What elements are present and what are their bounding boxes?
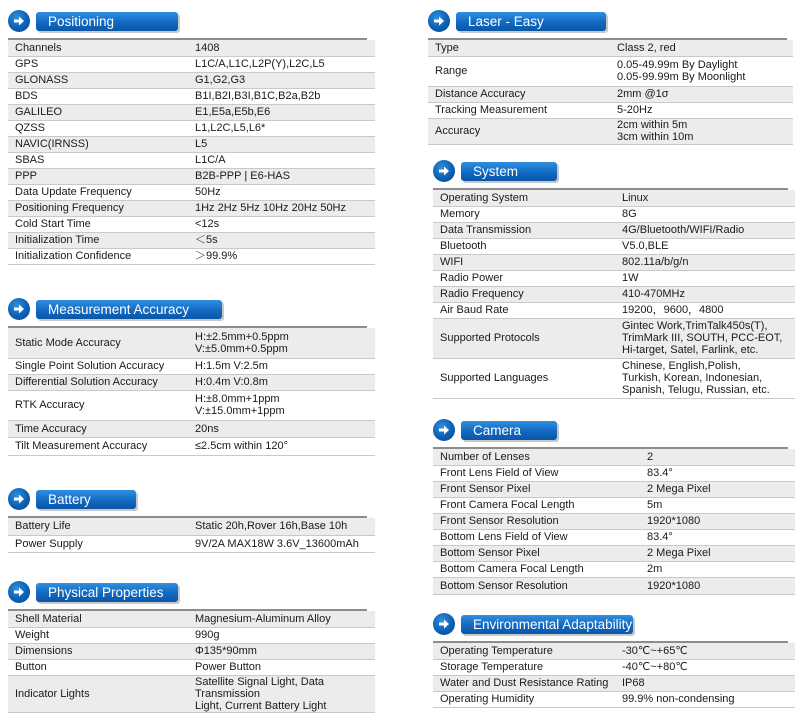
spec-row [8,152,375,168]
spec-value [195,420,375,437]
spec-row [433,561,795,577]
spec-value-line: 2cm within 5m [617,119,688,131]
spec-table [428,40,793,145]
spec-label: WIFI [433,254,622,270]
spec-row [8,659,375,675]
spec-value-line: Chinese, English,Polish, [622,360,741,372]
spec-value-line: ＜5s [195,234,218,246]
spec-table [8,518,375,553]
spec-row [433,286,795,302]
spec-row [433,497,795,513]
spec-row [428,102,793,118]
spec-label: Distance Accuracy [428,86,617,102]
spec-label: Single Point Solution Accuracy [8,358,195,374]
spec-label: Accuracy [428,118,617,144]
spec-row [433,254,795,270]
spec-label: Supported Protocols [433,318,622,358]
spec-value-line: H:±8.0mm+1ppm [195,393,280,405]
spec-value [195,232,375,248]
spec-value-line: 1408 [195,41,220,54]
spec-value [647,465,795,481]
spec-value-line: 2mm @1σ [617,88,669,100]
spec-value-line: 0.05-99.99m By Moonlight [617,71,746,83]
spec-label: Data Update Frequency [8,184,195,200]
spec-value-line: ≤2.5cm within 120° [195,440,288,452]
spec-value [617,56,793,86]
spec-row [433,449,795,465]
spec-label: Dimensions [8,643,195,659]
spec-label: Shell Material [8,611,195,627]
spec-label: Supported Languages [433,358,622,398]
spec-label: Bottom Camera Focal Length [433,561,647,577]
spec-label: Front Lens Field of View [433,465,647,481]
spec-value [622,270,795,286]
spec-table [433,190,795,399]
spec-value-line: L5 [195,138,208,150]
spec-row [433,691,795,707]
spec-row [8,120,375,136]
spec-value-line: B1I,B2I,B3I,B1C,B2a,B2b [195,90,321,102]
spec-value-line: 5m [647,499,663,511]
spec-value-line: 5-20Hz [617,104,653,116]
spec-row [433,222,795,238]
spec-label: Front Sensor Resolution [433,513,647,529]
spec-value-line: Turkish, Korean, Indonesian, [622,372,763,384]
spec-label: Positioning Frequency [8,200,195,216]
spec-value-line: -30℃~+65℃ [622,644,688,657]
spec-value [195,659,375,675]
spec-row [428,86,793,102]
spec-label: Tilt Measurement Accuracy [8,437,195,455]
spec-row [433,206,795,222]
spec-row [8,168,375,184]
spec-table [433,643,795,708]
spec-label: Number of Lenses [433,449,647,465]
spec-value [617,102,793,118]
spec-value [622,206,795,222]
spec-row [8,216,375,232]
spec-value-line: 1920*1080 [647,515,701,527]
spec-value [195,611,375,627]
spec-row [433,238,795,254]
spec-value-line: ＞99.9% [195,250,238,262]
spec-label: Indicator Lights [8,675,195,712]
section-title: System [461,162,557,181]
spec-label: GPS [8,56,195,72]
spec-row [433,545,795,561]
spec-value-line: V:±15.0mm+1ppm [195,405,285,417]
spec-row [433,190,795,206]
spec-label: Radio Power [433,270,622,286]
spec-value-line: 990g [195,629,220,641]
spec-value-line: Class 2, red [617,41,676,54]
spec-label: Time Accuracy [8,420,195,437]
section-title: Physical Properties [36,583,178,602]
spec-row [8,328,375,358]
spec-label: Radio Frequency [433,286,622,302]
spec-value-line: 2 Mega Pixel [647,483,711,495]
spec-row [8,136,375,152]
arrow-right-icon [433,419,455,441]
spec-value-line: 2 [647,450,654,463]
arrow-right-icon [8,10,30,32]
spec-value-line: Magnesium-Aluminum Alloy [195,612,331,625]
spec-row [433,577,795,594]
spec-row [8,40,375,56]
spec-label: Static Mode Accuracy [8,328,195,358]
spec-value-line: Φ135*90mm [195,645,257,657]
spec-row [428,56,793,86]
spec-value-line: 83.4° [647,467,673,479]
spec-value-line: Light, Current Battery Light [195,699,327,712]
spec-value-line: B2B-PPP | E6-HAS [195,170,290,182]
spec-value-line: H:±2.5mm+0.5ppm [195,330,289,343]
spec-label: QZSS [8,120,195,136]
spec-row [433,659,795,675]
spec-table [8,328,375,456]
spec-value [195,437,375,455]
spec-label: Air Baud Rate [433,302,622,318]
spec-label: Bottom Lens Field of View [433,529,647,545]
spec-value-line: Satellite Signal Light, Data Transmission [195,675,325,700]
spec-row [433,318,795,358]
spec-value-line: IP68 [622,677,645,689]
spec-label: Initialization Time [8,232,195,248]
spec-value-line: 802.11a/b/g/n [622,256,689,268]
spec-row [428,118,793,144]
section-title: Measurement Accuracy [36,300,222,319]
spec-value [195,120,375,136]
spec-label: Type [428,40,617,56]
spec-value [622,302,795,318]
spec-label: Bottom Sensor Pixel [433,545,647,561]
spec-value-line: 1Hz 2Hz 5Hz 10Hz 20Hz 50Hz [195,202,347,214]
spec-label: Operating Humidity [433,691,622,707]
spec-row [8,104,375,120]
spec-row [8,374,375,390]
spec-value [195,136,375,152]
spec-value-line: 9V/2A MAX18W 3.6V_13600mAh [195,537,359,550]
spec-row [8,56,375,72]
spec-label: Weight [8,627,195,643]
spec-value [195,216,375,232]
spec-value [617,118,793,144]
spec-row [8,232,375,248]
spec-row [433,302,795,318]
spec-value-line: 99.9% non-condensing [622,693,735,705]
section-title: Positioning [36,12,178,31]
spec-value [622,643,795,659]
spec-label: SBAS [8,152,195,168]
spec-value-line: V5.0,BLE [622,240,669,252]
arrow-right-icon [428,10,450,32]
spec-value-line: 3cm within 10m [617,131,694,143]
spec-value [647,513,795,529]
spec-value [647,529,795,545]
spec-value-line: H:1.5m V:2.5m [195,360,268,372]
spec-label: Cold Start Time [8,216,195,232]
spec-value [622,222,795,238]
spec-value [195,40,375,56]
spec-value [622,238,795,254]
spec-label: Bottom Sensor Resolution [433,577,647,594]
spec-row [8,627,375,643]
spec-value [195,675,375,712]
spec-value [622,318,795,358]
spec-row [433,358,795,398]
spec-value [622,675,795,691]
arrow-right-icon [8,581,30,603]
spec-value [195,56,375,72]
spec-value-line: 0.05-49.99m By Daylight [617,59,738,71]
spec-value-line: 1W [622,272,639,284]
spec-label: Tracking Measurement [428,102,617,118]
spec-label: Button [8,659,195,675]
spec-value-line: Static 20h,Rover 16h,Base 10h [195,520,348,533]
spec-value-line: L1C/A [195,154,226,166]
spec-value [195,184,375,200]
spec-value [195,518,375,535]
spec-row [8,437,375,455]
spec-label: Water and Dust Resistance Rating [433,675,622,691]
arrow-right-icon [8,298,30,320]
spec-row [8,200,375,216]
spec-label: Power Supply [8,535,195,552]
spec-label: BDS [8,88,195,104]
spec-value [622,691,795,707]
spec-value-line: L1,L2C,L5,L6* [195,122,266,134]
spec-value [647,561,795,577]
section-title: Environmental Adaptability [461,615,633,634]
spec-row [8,611,375,627]
spec-value-line: -40℃~+80℃ [622,661,688,673]
spec-value-line: Linux [622,191,649,204]
spec-label: Data Transmission [433,222,622,238]
spec-row [8,518,375,535]
spec-value-line: 20ns [195,422,219,435]
spec-value-line: Spanish, Telugu, Russian, etc. [622,384,770,396]
spec-table [8,611,375,713]
spec-value [647,497,795,513]
spec-value-line: 2 Mega Pixel [647,547,711,559]
spec-row [8,675,375,712]
section-title: Camera [461,421,557,440]
spec-row [428,40,793,56]
spec-value [195,248,375,264]
spec-row [8,535,375,552]
spec-label: GALILEO [8,104,195,120]
spec-value [622,358,795,398]
spec-label: RTK Accuracy [8,390,195,420]
spec-table [433,449,795,595]
spec-row [8,184,375,200]
spec-value [622,190,795,206]
spec-value-line: V:±5.0mm+0.5ppm [195,342,288,355]
spec-row [433,465,795,481]
spec-value-line: 50Hz [195,186,221,198]
spec-row [8,248,375,264]
spec-value [617,40,793,56]
spec-value [195,627,375,643]
spec-value-line: 8G [622,208,637,220]
spec-label: Initialization Confidence [8,248,195,264]
spec-value-line: L1C/A,L1C,L2P(Y),L2C,L5 [195,58,325,70]
spec-value-line: 410-470MHz [622,288,685,300]
spec-value [195,200,375,216]
section-title: Battery [36,490,136,509]
spec-label: Operating System [433,190,622,206]
spec-value-line: E1,E5a,E5b,E6 [195,106,271,118]
spec-row [433,481,795,497]
spec-value [647,577,795,594]
spec-value-line: Gintec Work,TrimTalk450s(T), [622,320,768,332]
spec-value-line: TrimMark III, SOUTH, PCC-EOT, [622,332,783,344]
spec-value-line: 19200，9600，4800 [622,304,724,316]
spec-value-line: 2m [647,563,663,575]
spec-value-line: <12s [195,218,220,230]
spec-label: GLONASS [8,72,195,88]
spec-value [195,168,375,184]
spec-value [622,254,795,270]
spec-value [195,535,375,552]
spec-row [8,88,375,104]
spec-label: Memory [433,206,622,222]
spec-label: Channels [8,40,195,56]
spec-row [433,270,795,286]
spec-label: PPP [8,168,195,184]
spec-value [195,358,375,374]
spec-row [433,529,795,545]
spec-row [8,358,375,374]
spec-value [195,104,375,120]
spec-value-line: H:0.4m V:0.8m [195,376,268,388]
spec-row [433,643,795,659]
spec-row [8,420,375,437]
spec-value [647,449,795,465]
spec-label: Range [428,56,617,86]
spec-value-line: Hi-target, Satel, Farlink, etc. [622,344,759,356]
spec-value [195,374,375,390]
spec-value-line: 1920*1080 [647,579,701,592]
spec-label: Front Camera Focal Length [433,497,647,513]
spec-value [195,328,375,358]
spec-value [195,390,375,420]
spec-row [433,513,795,529]
spec-label: NAVIC(IRNSS) [8,136,195,152]
spec-value-line: 83.4° [647,531,673,543]
spec-row [8,643,375,659]
arrow-right-icon [8,488,30,510]
spec-value [622,659,795,675]
spec-label: Operating Temperature [433,643,622,659]
spec-value [622,286,795,302]
section-title: Laser - Easy [456,12,606,31]
spec-row [8,390,375,420]
spec-label: Front Sensor Pixel [433,481,647,497]
arrow-right-icon [433,160,455,182]
spec-label: Battery Life [8,518,195,535]
spec-value [617,86,793,102]
spec-value-line: G1,G2,G3 [195,74,246,86]
spec-label: Storage Temperature [433,659,622,675]
spec-value [647,481,795,497]
spec-value-line: 4G/Bluetooth/WIFI/Radio [622,224,745,236]
spec-label: Differential Solution Accuracy [8,374,195,390]
spec-value [195,643,375,659]
spec-table [8,40,375,265]
spec-row [433,675,795,691]
spec-value [195,72,375,88]
spec-value [195,152,375,168]
spec-value [647,545,795,561]
spec-value [195,88,375,104]
arrow-right-icon [433,613,455,635]
spec-value-line: Power Button [195,661,262,673]
spec-row [8,72,375,88]
spec-label: Bluetooth [433,238,622,254]
